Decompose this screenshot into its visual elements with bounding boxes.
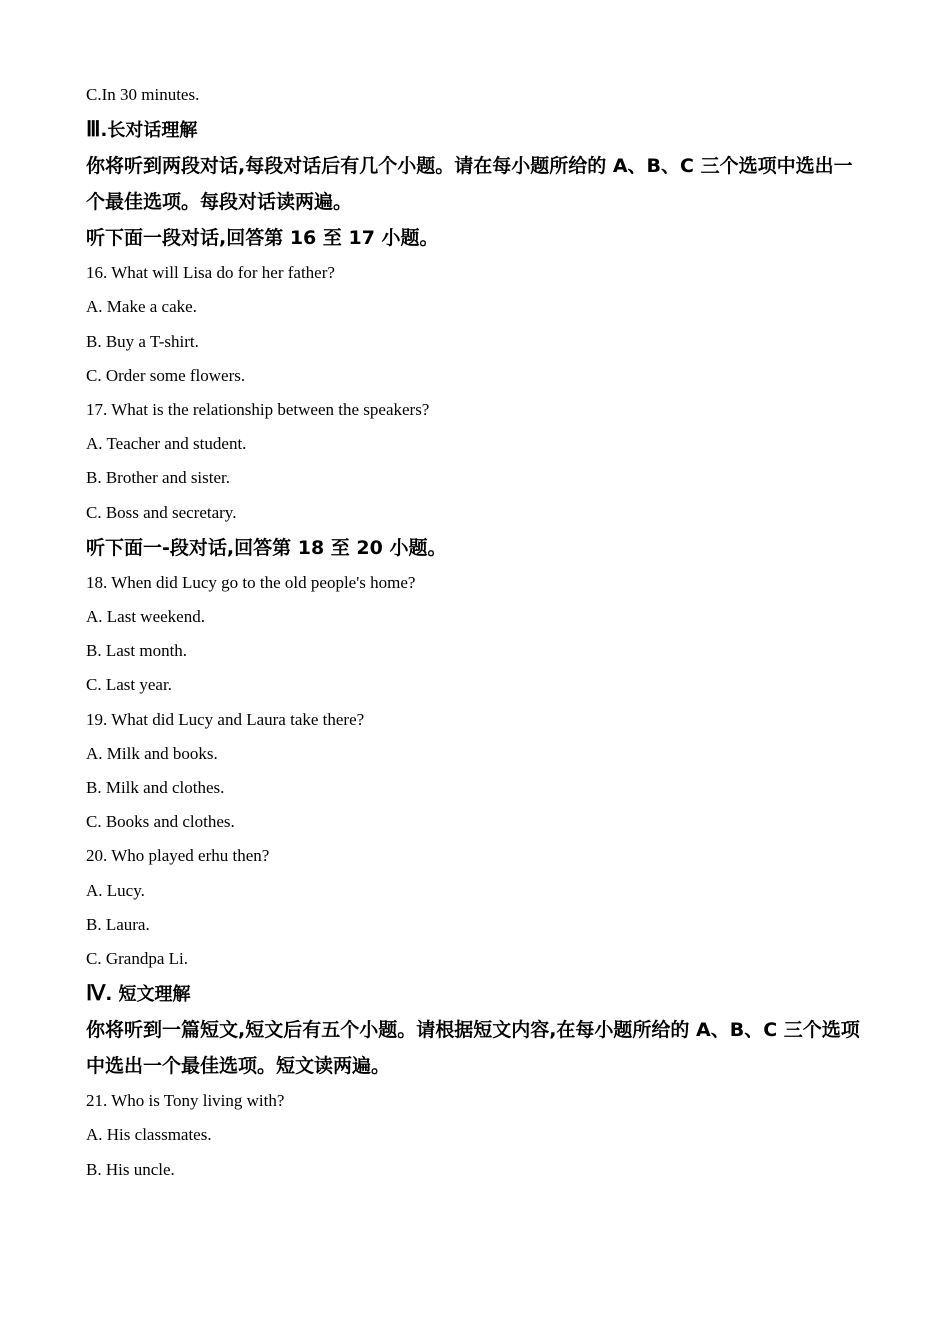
answer-option: B. His uncle. <box>86 1159 175 1179</box>
question: 18. When did Lucy go to the old people's home? <box>86 572 416 592</box>
question: 17. What is the relationship between the speakers? <box>86 400 430 420</box>
answer-option: A. Lucy. <box>86 880 145 900</box>
question: 16. What will Lisa do for her father? <box>86 263 335 283</box>
subsection-heading: 听下面一-段对话,回答第 18 至 20 小题。 <box>86 536 447 559</box>
answer-option: C.In 30 minutes. <box>86 85 200 104</box>
answer-option: C. Boss and secretary. <box>86 502 237 522</box>
answer-option: B. Buy a T-shirt. <box>86 331 199 351</box>
answer-option: B. Last month. <box>86 641 188 661</box>
answer-option: A. Milk and books. <box>86 743 218 763</box>
instruction-line: 中选出一个最佳选项。短文读两遍。 <box>86 1055 391 1078</box>
answer-option: B. Milk and clothes. <box>86 778 225 798</box>
question: 19. What did Lucy and Laura take there? <box>86 709 365 729</box>
section-heading-3 <box>86 112 866 148</box>
section-title: .长对话理解 <box>100 120 198 142</box>
subsection-heading: 听下面一段对话,回答第 16 至 17 小题。 <box>86 227 439 250</box>
section-title: . 短文理解 <box>105 984 191 1006</box>
document-page <box>86 78 866 1187</box>
section-numeral: Ⅲ <box>86 117 101 142</box>
answer-option: A. Last weekend. <box>86 607 205 627</box>
instruction-line: 你将听到两段对话,每段对话后有几个小题。请在每小题所给的 A、B、C 三个选项中选出一 <box>86 155 853 178</box>
answer-option: A. His classmates. <box>86 1125 212 1145</box>
question: 21. Who is Tony living with? <box>86 1091 285 1111</box>
instruction-line: 个最佳选项。每段对话读两遍。 <box>86 191 353 214</box>
section-numeral: Ⅳ <box>86 981 106 1006</box>
answer-option: A. Teacher and student. <box>86 434 247 454</box>
question: 20. Who played erhu then? <box>86 846 270 866</box>
answer-option: C. Last year. <box>86 675 172 695</box>
instruction-line: 你将听到一篇短文,短文后有五个小题。请根据短文内容,在每小题所给的 A、B、C 三个选项 <box>86 1019 860 1042</box>
answer-option: C. Books and clothes. <box>86 812 235 832</box>
answer-option: B. Brother and sister. <box>86 468 231 488</box>
answer-option: C. Grandpa Li. <box>86 949 188 969</box>
section-heading-4 <box>86 976 866 1012</box>
answer-option: A. Make a cake. <box>86 297 197 317</box>
answer-option: C. Order some flowers. <box>86 365 246 385</box>
answer-option: B. Laura. <box>86 914 150 934</box>
